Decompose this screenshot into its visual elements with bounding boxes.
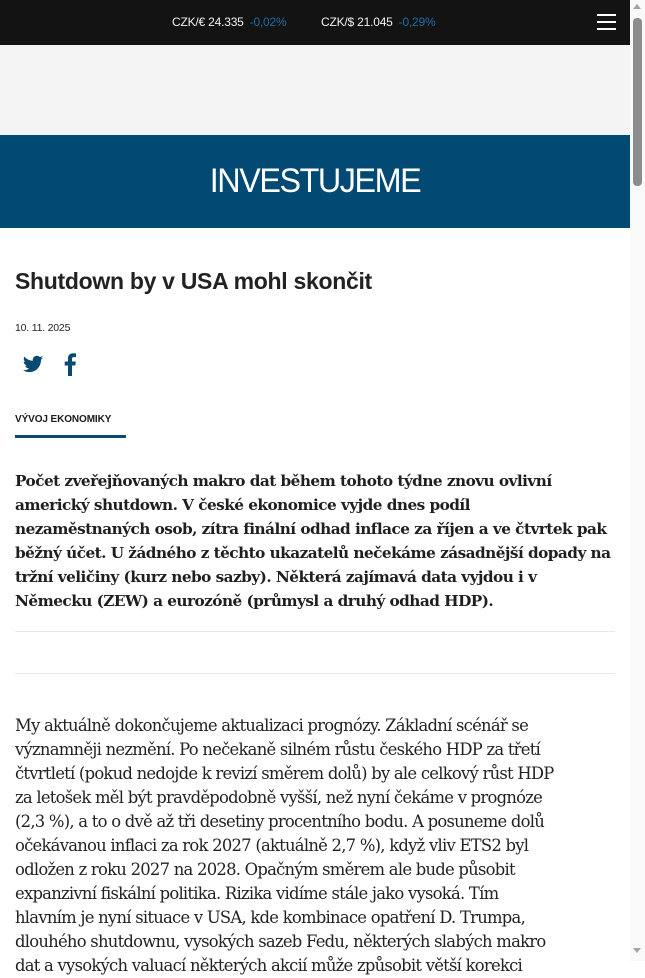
ticker-pair-label: CZK/€ 24.335 bbox=[172, 15, 244, 29]
menu-bar bbox=[597, 28, 616, 30]
page-scrollbar[interactable] bbox=[630, 0, 645, 961]
body-line: My aktuálně dokončujeme aktualizaci prognózy. Základní scénář se bbox=[15, 716, 529, 735]
lead-line: nezaměstnaných osob, zítra finální odhad inflace za říjen a ve čtvrtek pak bbox=[15, 520, 607, 538]
category-link[interactable]: VÝVOJ EKONOMIKY bbox=[15, 414, 112, 425]
facebook-icon bbox=[63, 352, 77, 376]
body-line: hlavním je nyní situace v USA, kde kombinace opatření D. Trumpa, bbox=[15, 908, 526, 927]
ticker-czk-usd bbox=[321, 15, 435, 29]
ticker-czk-eur bbox=[172, 15, 286, 29]
article-body bbox=[15, 714, 620, 978]
body-line: za letošek měl být pravděpodobně vyšší, než nyní čekáme v prognóze bbox=[15, 788, 543, 807]
body-line: odložen z roku 2027 na 2028. Opačným směrem ale bude působit bbox=[15, 860, 515, 879]
lead-line: americký shutdown. V české ekonomice vyjde dnes podíl bbox=[15, 496, 470, 514]
body-line: očekávanou inflaci za rok 2027 (aktuálně 2,7 %), když vliv ETS2 byl bbox=[15, 836, 529, 855]
share-facebook-button[interactable] bbox=[63, 352, 77, 376]
lead-line: Počet zveřejňovaných makro dat během tohoto týdne znovu ovlivní bbox=[15, 472, 552, 490]
ad-placeholder bbox=[0, 45, 630, 135]
divider bbox=[15, 673, 615, 674]
ticker-change-value: -0,02% bbox=[249, 15, 287, 29]
menu-bar bbox=[597, 14, 616, 16]
scroll-down-arrow-icon[interactable] bbox=[633, 948, 641, 953]
currency-ticker-bar bbox=[0, 0, 630, 45]
share-twitter-button[interactable] bbox=[22, 352, 44, 376]
category-underline bbox=[15, 435, 126, 438]
body-line: dlouhého shutdownu, vysokých sazeb Fedu, některých slabých makro bbox=[15, 932, 546, 951]
lead-line: Německu (ZEW) a eurozóně (průmysl a druhý odhad HDP). bbox=[15, 592, 494, 610]
divider bbox=[15, 631, 615, 632]
body-line: významněji nezmění. Po nečekaně silném růstu českého HDP za třetí bbox=[15, 740, 541, 759]
ticker-pair-label: CZK/$ 21.045 bbox=[321, 15, 393, 29]
article-title: Shutdown by v USA mohl skončit bbox=[15, 268, 372, 294]
body-line: expanzivní fiskální politika. Rizika vidíme stále jako vysoká. Tím bbox=[15, 884, 499, 903]
lead-line: běžný účet. U žádného z těchto ukazatelů nečekáme zásadnější dopady na bbox=[15, 544, 611, 562]
ticker-change-value: -0,29% bbox=[398, 15, 436, 29]
hamburger-menu-icon[interactable] bbox=[597, 14, 616, 30]
body-line: dat a vysokých valuací některých akcií může způsobit větší korekci bbox=[15, 956, 523, 975]
article-lead bbox=[15, 469, 620, 613]
brand-logo[interactable]: INVESTUJEME bbox=[209, 162, 421, 200]
menu-bar bbox=[597, 21, 616, 23]
article-date: 10. 11. 2025 bbox=[15, 322, 71, 334]
lead-line: tržní veličiny (kurz nebo sazby). Některá zajímavá data vyjdou i v bbox=[15, 568, 537, 586]
twitter-icon bbox=[22, 352, 44, 376]
body-line: čtvrtletí (pokud nedojde k revizí směrem dolů) by ale celkový růst HDP bbox=[15, 764, 554, 783]
scroll-thumb[interactable] bbox=[633, 18, 642, 186]
scroll-up-arrow-icon[interactable] bbox=[633, 4, 641, 9]
body-line: (2,3 %), a to o dvě až tři desetiny procentního bodu. A posuneme dolů bbox=[15, 812, 545, 831]
